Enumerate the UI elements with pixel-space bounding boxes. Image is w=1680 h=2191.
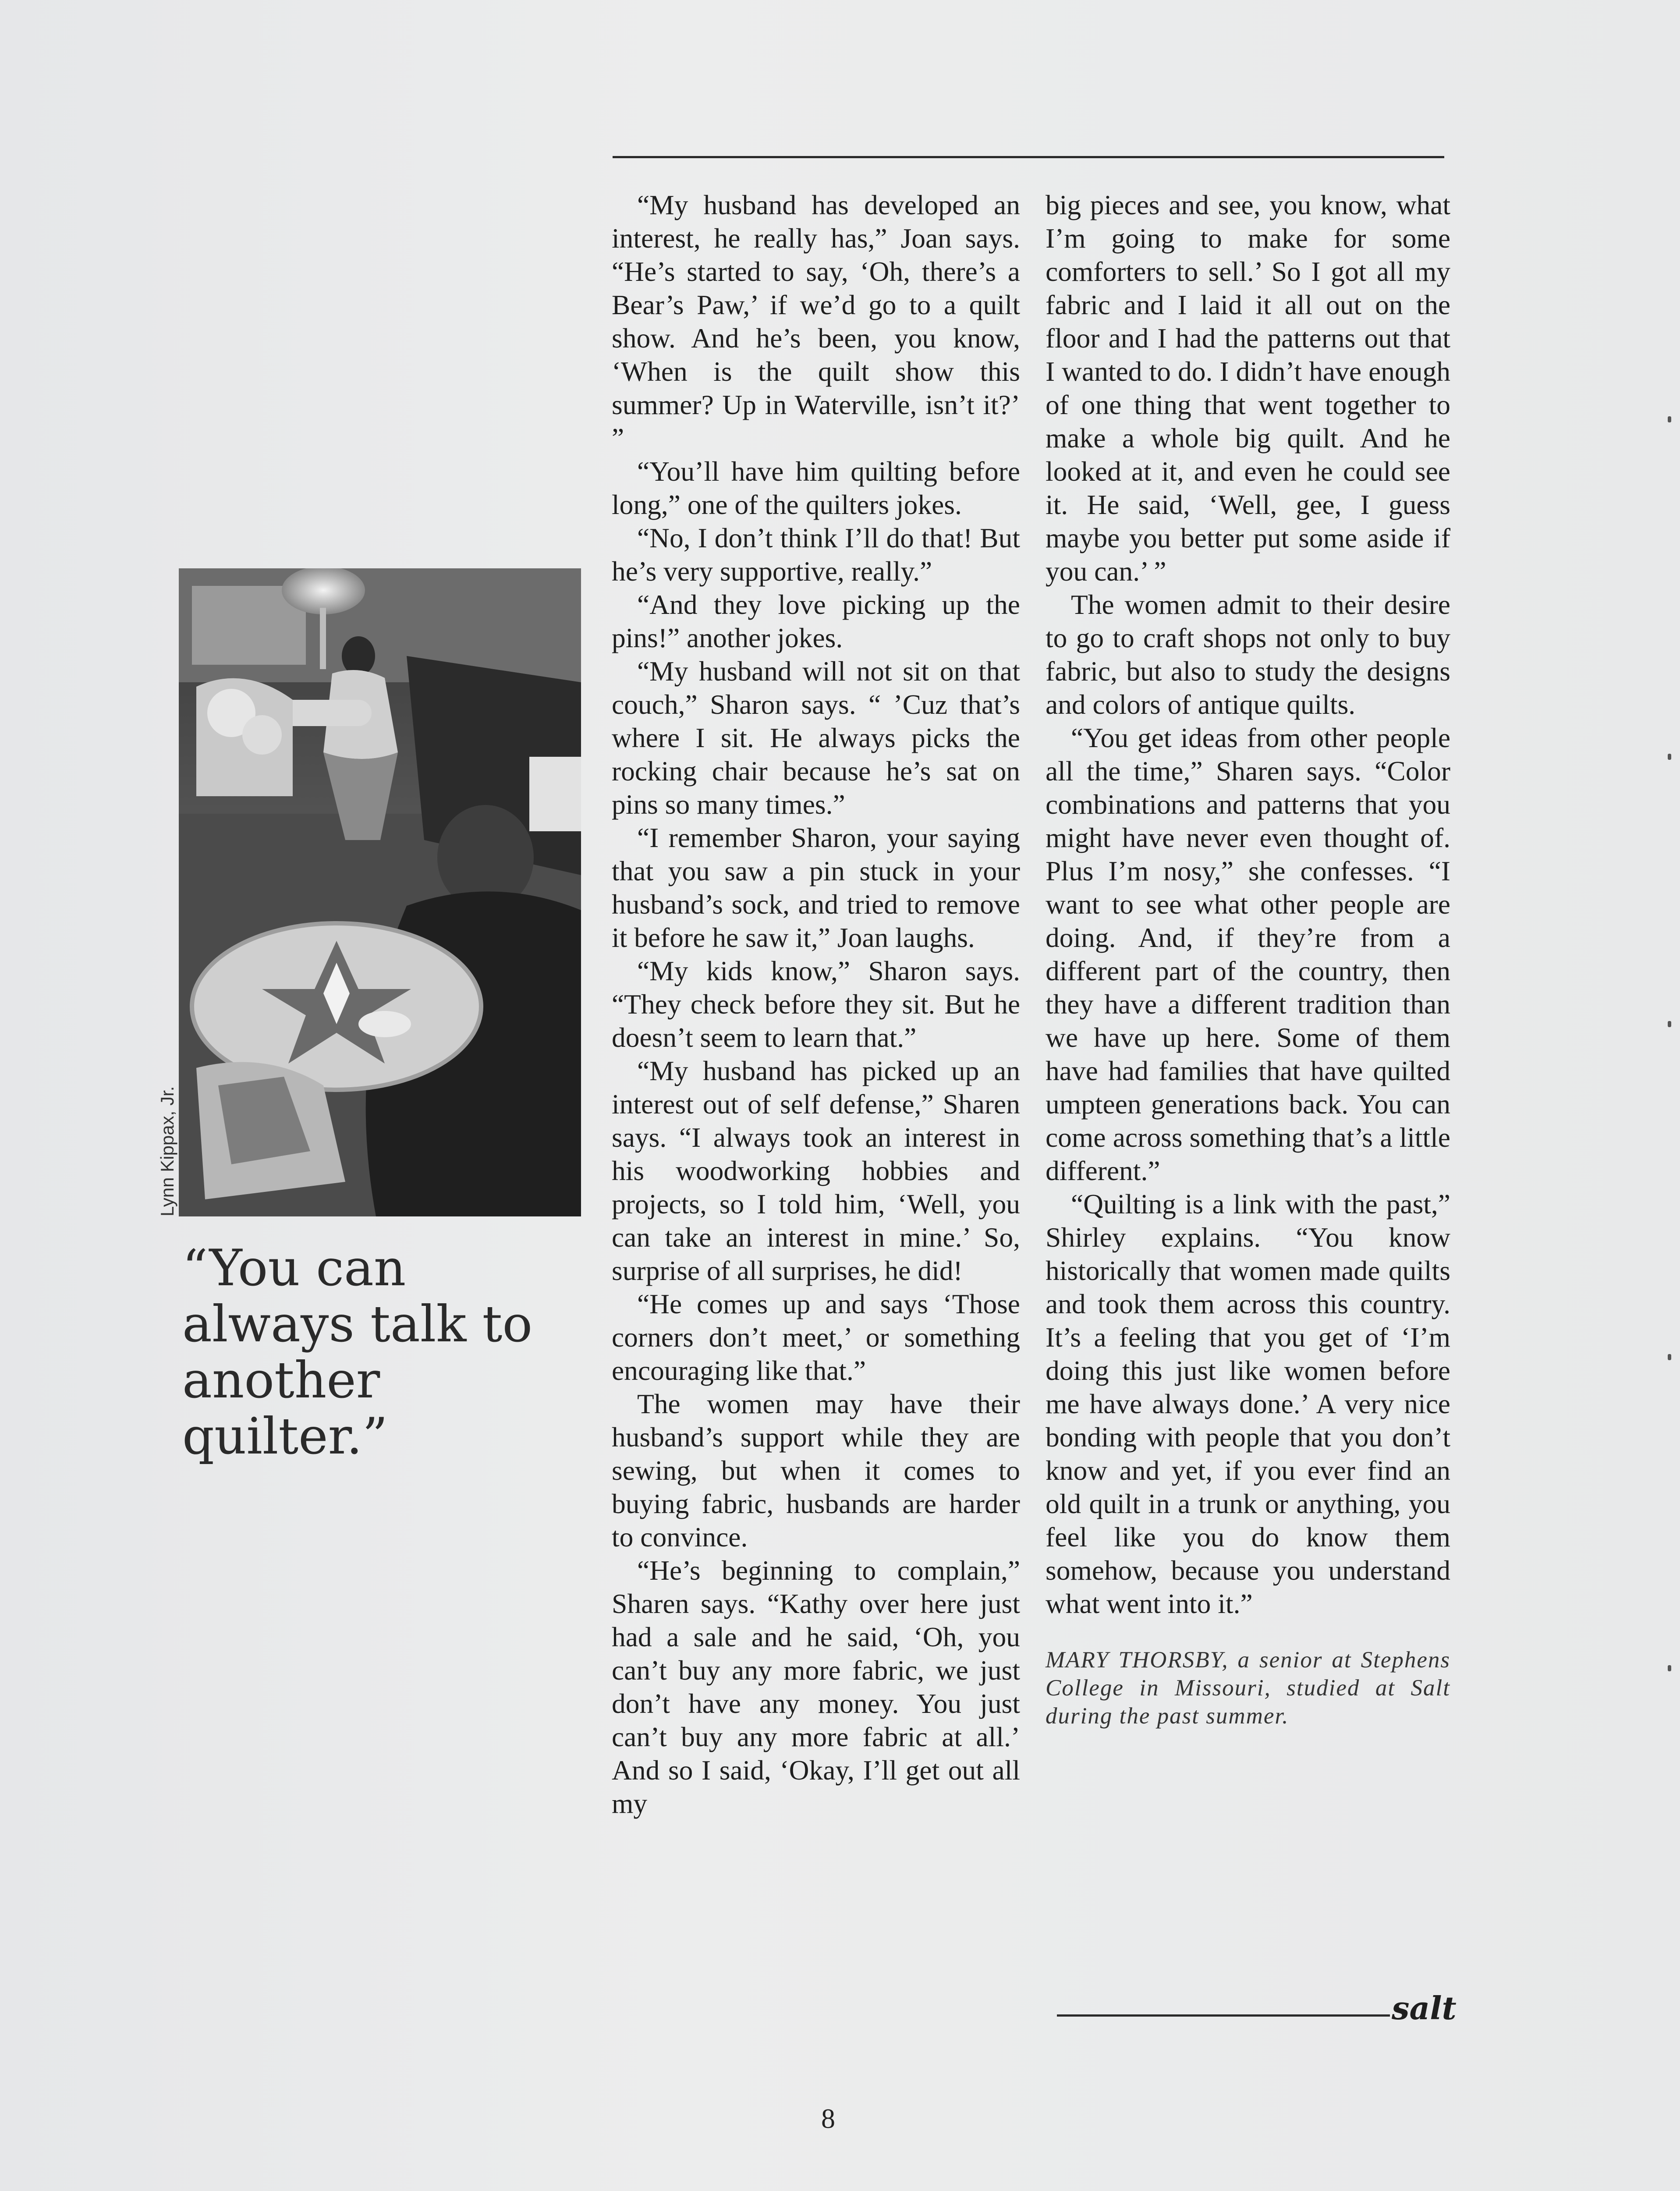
top-rule xyxy=(613,156,1444,158)
paragraph: The women may have their husband’s support while they are sewing, but when it comes to buying fabric, husbands are harder to convince. xyxy=(612,1388,1020,1553)
article-column-2 xyxy=(1046,188,1450,1730)
paragraph: “You get ideas from other people all the time,” Sharen says. “Color combinations and patterns that you might have never even thought of. Plus I’m nosy,” she confesses. “I want to see what other people are doing. And, if they’re from a different part of the country, then they have a different tradition than we have up here. Some of them have had families that have quilted umpteen generations back. You can come across something that’s a little different.” xyxy=(1046,722,1450,1186)
article-column-1 xyxy=(612,188,1020,1820)
paragraph: “My husband has picked up an interest out of self defense,” Sharen says. “I always took an interest in his woodworking hobbies and projects, so I told him, ‘Well, you can take an interest in mine.’ So, surprise of all surprises, he did! xyxy=(612,1055,1020,1286)
binding-mark xyxy=(1668,1021,1671,1027)
paragraph: The women admit to their desire to go to craft shops not only to buy fabric, but also to study the designs and colors of antique quilts. xyxy=(1046,589,1450,720)
page-number: 8 xyxy=(821,2103,835,2134)
paragraph: “He comes up and says ‘Those corners don’t meet,’ or something encouraging like that.” xyxy=(612,1288,1020,1386)
quilting-photo xyxy=(179,568,581,1216)
photo-credit: Lynn Kippax, Jr. xyxy=(157,1086,177,1216)
paragraph: “My husband has developed an interest, he really has,” Joan says. “He’s started to say, ‘Oh, there’s a Bear’s Paw,’ if we’d go to a quilt show. And he’s been, you know, ‘When is the quilt show this summer? Up in Waterville, isn’t it?’ ” xyxy=(612,189,1020,454)
paragraph: “My husband will not sit on that couch,” Sharon says. “ ’Cuz that’s where I sit. He always picks the rocking chair because he’s sat on pins so many times.” xyxy=(612,656,1020,820)
paragraph: “I remember Sharon, your saying that you saw a pin stuck in your husband’s sock, and tried to remove it before he saw it,” Joan laughs. xyxy=(612,822,1020,953)
paragraph: “Quilting is a link with the past,” Shirley explains. “You know historically that women made quilts and took them across this country. It’s a feeling that you get of ‘I’m doing this just like women before me have always done.’ A very nice bonding with people that you don’t know and yet, if you ever find an old quilt in a trunk or anything, you feel like you do know them somehow, because you understand what went into it.” xyxy=(1046,1188,1450,1619)
paragraph: “My kids know,” Sharon says. “They check before they sit. But he doesn’t seem to learn that.” xyxy=(612,955,1020,1053)
binding-mark xyxy=(1668,1354,1671,1360)
author-name: MARY THORSBY, xyxy=(1046,1647,1229,1673)
binding-mark xyxy=(1668,1665,1671,1671)
paragraph-continuation: big pieces and see, you know, what I’m going to make for some comforters to sell.’ So I got all my fabric and I laid it all out on the floor and I had the patterns out that I wanted to do. I didn’t have enough of one thing that went together to make a whole big quilt. And he looked at it, and even he could see it. He said, ‘Well, gee, I guess maybe you better put some aside if you can.’ ” xyxy=(1046,189,1450,587)
author-bio xyxy=(1046,1646,1450,1730)
paragraph: “No, I don’t think I’ll do that! But he’s very supportive, really.” xyxy=(612,522,1020,587)
paragraph: “You’ll have him quilting before long,” one of the quilters jokes. xyxy=(612,456,1020,520)
salt-end-mark: salt xyxy=(1392,1989,1457,2027)
pull-quote: “You can always talk to another quilter.” xyxy=(182,1239,533,1465)
end-rule xyxy=(1057,2014,1390,2017)
author-bio-text: a senior at Stephens College in Missouri, studied at Salt during the past summer. xyxy=(1046,1647,1450,1729)
quilting-photo-illustration xyxy=(179,568,581,1216)
binding-mark xyxy=(1668,416,1671,422)
binding-mark xyxy=(1668,754,1671,760)
paragraph: “And they love picking up the pins!” another jokes. xyxy=(612,589,1020,653)
paragraph: “He’s beginning to complain,” Sharen says. “Kathy over here just had a sale and he said, ‘Oh, you can’t buy any more fabric, we just don’t have any money. You just can’t buy any more fabric at all.’ And so I said, ‘Okay, I’ll get out all my xyxy=(612,1555,1020,1819)
